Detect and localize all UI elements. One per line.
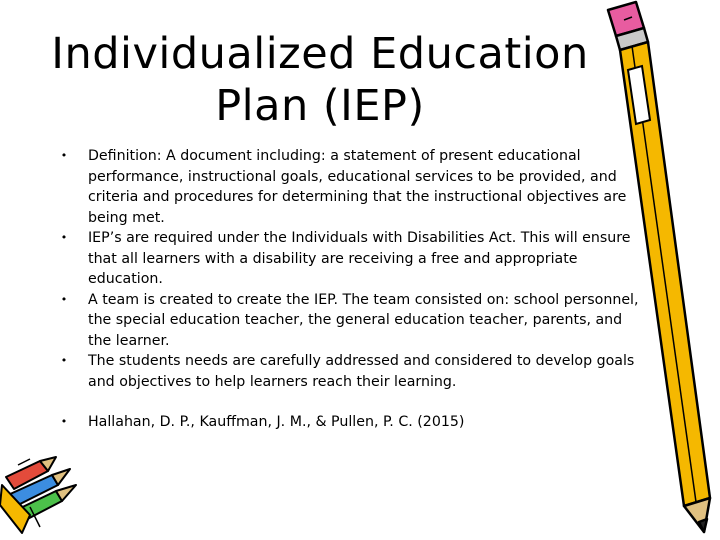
pencils-bundle-icon — [0, 455, 80, 540]
bullet-text: A team is created to create the IEP. The team consisted on: school personnel, the special education teacher, the general education teacher, parents, and the learner. — [88, 291, 639, 349]
bullet-marker: • — [60, 231, 68, 244]
title-line-1: Individualized Education — [51, 29, 589, 79]
citation-text: Hallahan, D. P., Kauffman, J. M., & Pullen, P. C. (2015) — [88, 414, 465, 430]
title-line-2: Plan (IEP) — [215, 81, 425, 131]
bullet-text: The students needs are carefully addressed and considered to develop goals and objectives to help learners reach their learning. — [88, 353, 635, 390]
bullet-text: Definition: A document including: a statement of present educational performance, instructional goals, educational services to be provided, and criteria and procedures for determining that the instructional objectives are being met. — [88, 148, 627, 226]
citation-item — [58, 412, 648, 433]
bullet-list — [58, 146, 648, 433]
bullet-marker: • — [60, 292, 68, 306]
bullet-marker: • — [60, 149, 68, 162]
bullet-text: IEP’s are required under the Individuals with Disabilities Act. This will ensure that all learners with a disability are receiving a free and appropriate education. — [88, 230, 631, 287]
bullet-item — [58, 351, 648, 392]
bullet-marker: • — [60, 415, 68, 428]
bullet-item — [58, 146, 648, 228]
bullet-marker: • — [60, 354, 68, 367]
pencil-icon — [598, 0, 720, 540]
bullet-item — [58, 228, 648, 290]
bullet-item — [58, 290, 648, 352]
slide-title — [40, 28, 600, 132]
